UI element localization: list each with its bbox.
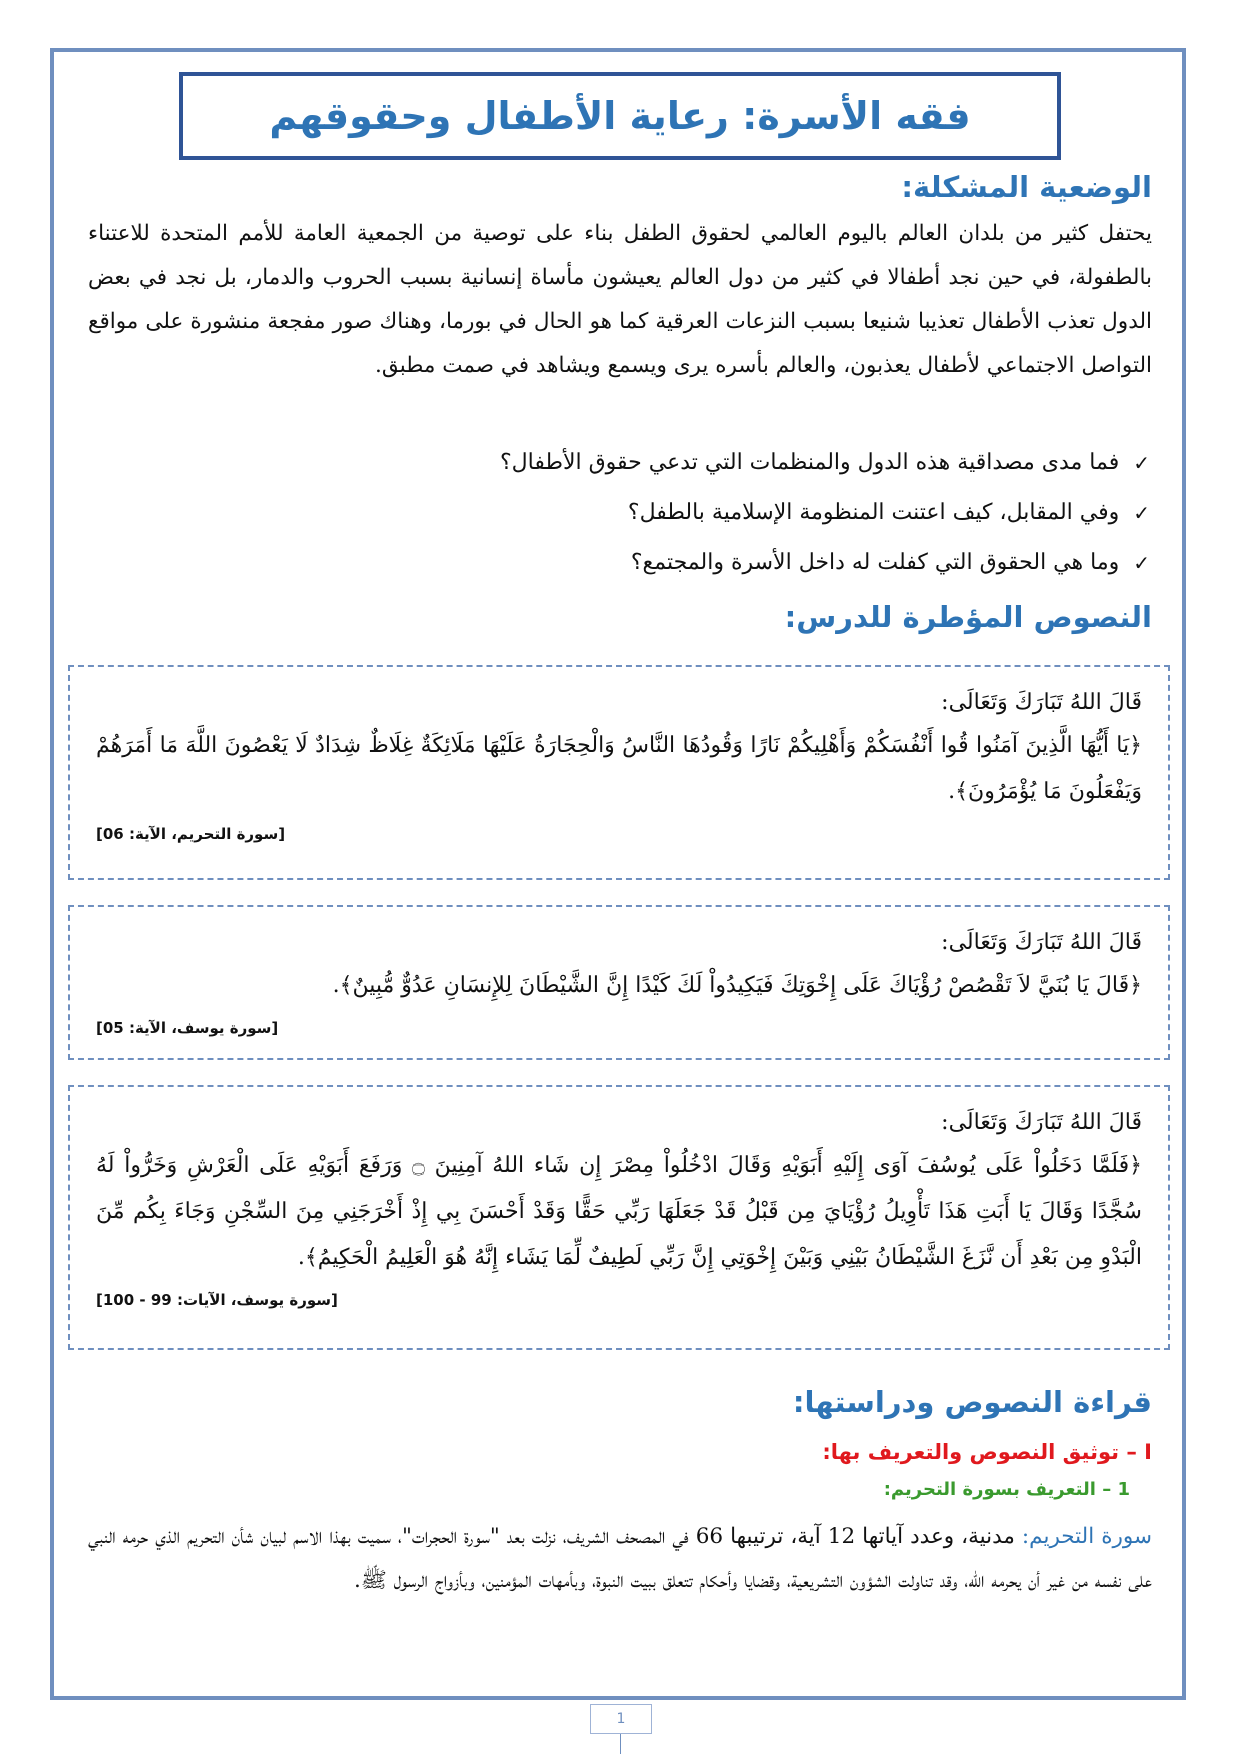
- question-text: فما مدى مصداقية هذه الدول والمنظمات التي تدعي حقوق الأطفال؟: [499, 450, 1120, 475]
- problem-paragraph: يحتفل كثير من بلدان العالم باليوم العالمي لحقوق الطفل بناء على توصية من الجمعية العامة للأمم المتحدة للاعتناء بالطفولة، في حين نجد أطفالا في كثير من دول العالم يعيشون مأساة إنسانية بسبب الحروب والدمار، بل نجد في بعض الدول تعذب الأطفال تعذيبا شنيعا بسبب النزعات العرقية كما هو الحال في بورما، وهناك صور مفجعة منشورة على مواقع التواصل الاجتماعي لأطفال يعذبون، والعالم بأسره يرى ويسمع ويشاهد في صمت مطبق.: [88, 221, 1152, 378]
- quote-text: ﴿يَا أَيُّهَا الَّذِينَ آمَنُوا قُوا أَنْفُسَكُمْ وَأَهْلِيكُمْ نَارًا وَقُودُهَا النَّاسُ وَالْحِجَارَةُ عَلَيْهَا مَلَائِكَةٌ غِلَاظٌ شِدَادٌ لَا يَعْصُونَ اللَّهَ مَا أَمَرَهُمْ وَيَفْعَلُونَ مَا يُؤْمَرُونَ﴾.: [96, 733, 1142, 804]
- check-icon: ✓: [1133, 551, 1150, 575]
- check-icon: ✓: [1133, 451, 1150, 475]
- question-item: [90, 538, 1150, 588]
- page-title: فقه الأسرة: رعاية الأطفال وحقوقهم: [269, 94, 971, 138]
- surah-paragraph: [88, 1515, 1152, 1603]
- quote-source: [سورة يوسف، الآية: 05]: [96, 1019, 279, 1037]
- quote-source: [سورة يوسف، الآيات: 99 - 100]: [96, 1291, 338, 1309]
- quote-intro: قَالَ اللهُ تَبَارَكَ وَتَعَالَى:: [941, 690, 1142, 715]
- question-item: [90, 488, 1150, 538]
- quote-box-yusuf-5: [68, 905, 1170, 1060]
- quote-intro: قَالَ اللهُ تَبَارَكَ وَتَعَالَى:: [941, 1110, 1142, 1135]
- texts-heading: النصوص المؤطرة للدرس:: [784, 600, 1152, 634]
- questions-list: [90, 438, 1150, 588]
- quote-box-tahrim: [68, 665, 1170, 880]
- quote-source: [سورة التحريم، الآية: 06]: [96, 825, 286, 843]
- question-item: [90, 438, 1150, 488]
- question-text: وفي المقابل، كيف اعتنت المنظومة الإسلامية بالطفل؟: [627, 500, 1120, 525]
- surah-name: سورة التحريم:: [1021, 1524, 1152, 1549]
- quote-intro: قَالَ اللهُ تَبَارَكَ وَتَعَالَى:: [941, 930, 1142, 955]
- page-number: 1: [590, 1704, 652, 1734]
- check-icon: ✓: [1133, 501, 1150, 525]
- quote-text: ﴿قَالَ يَا بُنَيَّ لاَ تَقْصُصْ رُؤْيَاكَ عَلَى إِخْوَتِكَ فَيَكِيدُواْ لَكَ كَيْدًا إِنَّ الشَّيْطَانَ لِلإِنسَانِ عَدُوٌّ مُّبِينٌ﴾.: [332, 973, 1142, 998]
- question-text: وما هي الحقوق التي كفلت له داخل الأسرة والمجتمع؟: [630, 550, 1120, 575]
- surah-intro-heading: 1 – التعريف بسورة التحريم:: [883, 1479, 1130, 1500]
- page-number-stem: [620, 1734, 621, 1754]
- title-box: [179, 72, 1061, 160]
- quote-text: ﴿فَلَمَّا دَخَلُواْ عَلَى يُوسُفَ آوَى إِلَيْهِ أَبَوَيْهِ وَقَالَ ادْخُلُواْ مِصْرَ إِن شَاء اللهُ آمِنِينَ ۝ وَرَفَعَ أَبَوَيْهِ عَلَى الْعَرْشِ وَخَرُّواْ لَهُ سُجَّدًا وَقَالَ يَا أَبَتِ هَذَا تَأْوِيلُ رُؤْيَايَ مِن قَبْلُ قَدْ جَعَلَهَا رَبِّي حَقًّا وَقَدْ أَحْسَنَ بِي إِذْ أَخْرَجَنِي مِنَ السِّجْنِ وَجَاءَ بِكُم مِّنَ الْبَدْوِ مِن بَعْدِ أَن نَّزَغَ الشَّيْطَانُ بَيْنِي وَبَيْنَ إِخْوَتِي إِنَّ رَبِّي لَطِيفٌ لِّمَا يَشَاء إِنَّهُ هُوَ الْعَلِيمُ الْحَكِيمُ﴾.: [96, 1153, 1142, 1270]
- documentation-heading: I – توثيق النصوص والتعريف بها:: [822, 1440, 1152, 1464]
- quote-box-yusuf-99: [68, 1085, 1170, 1350]
- surah-description: مدنية، وعدد آياتها 12 آية، ترتيبها 66 في المصحف الشريف، نزلت بعد "سورة الحجرات"، سميت بهذا الاسم لبيان شأن التحريم الذي حرمه النبي على نفسه من غير أن يحرمه الله، وقد تناولت الشؤون التشريعية، وقضايا وأحكام تتعلق ببيت النبوة، وبأمهات المؤمنين، وبأزواج الرسول ﷺ.: [88, 1524, 1152, 1593]
- problem-heading: الوضعية المشكلة:: [901, 170, 1152, 204]
- study-heading: قراءة النصوص ودراستها:: [792, 1385, 1152, 1419]
